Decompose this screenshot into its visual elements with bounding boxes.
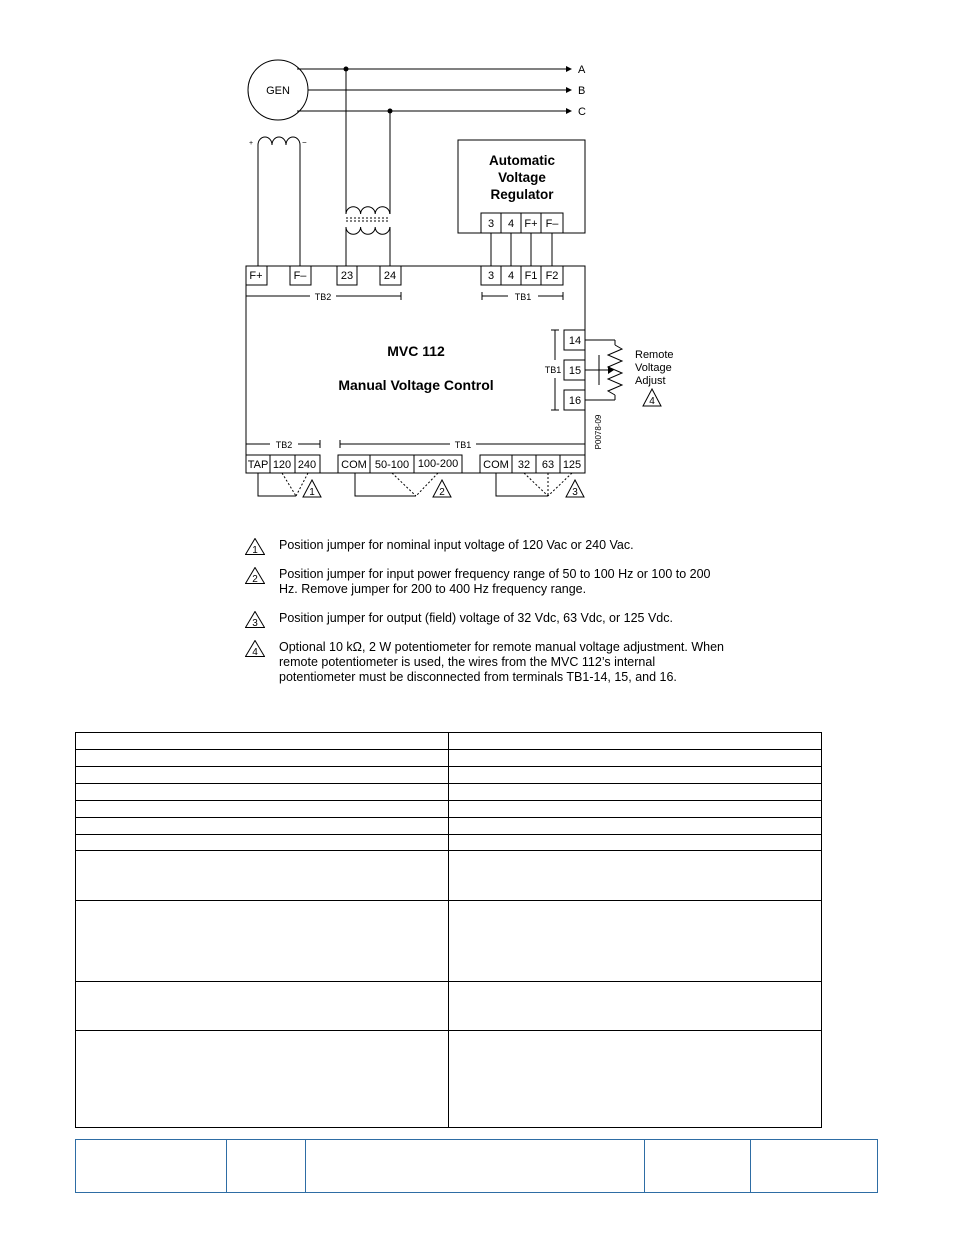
table-cell	[449, 835, 822, 851]
table-row	[76, 818, 822, 835]
part-number: P0078-09	[594, 414, 603, 450]
tb2-terminal-24: 24	[383, 270, 397, 282]
table-cell	[76, 1031, 449, 1128]
tb2-terminal-23: 23	[340, 270, 354, 282]
avr-terminal-fminus: F–	[545, 218, 559, 230]
note-2-text: Position jumper for input power frequency range of 50 to 100 Hz or 100 to 200 Hz. Remove jumper for 200 to 400 Hz frequency range.	[279, 567, 711, 596]
remote-note-number: 4	[649, 396, 655, 407]
tb1-top-label: TB1	[514, 292, 532, 302]
tb2-bottom-label: TB2	[275, 440, 293, 450]
table-cell	[449, 901, 822, 982]
table-cell	[76, 851, 449, 901]
table-row	[76, 767, 822, 784]
terminal-32: 32	[517, 459, 531, 471]
footer-cell	[751, 1140, 878, 1193]
terminal-63: 63	[541, 459, 555, 471]
footer-row	[76, 1140, 878, 1193]
table-cell	[449, 733, 822, 750]
avr-title-line-2: Voltage	[498, 170, 546, 185]
table-cell	[76, 750, 449, 767]
note-2	[245, 567, 725, 597]
jumper-note-3: 3	[572, 487, 578, 498]
terminal-100-200: 100-200	[417, 458, 459, 470]
table-cell	[76, 982, 449, 1031]
phase-c-label: C	[578, 106, 586, 118]
avr-title-line-1: Automatic	[488, 153, 556, 168]
footer-cell	[645, 1140, 751, 1193]
warning-triangle-icon	[245, 567, 265, 584]
footer-table	[75, 1139, 878, 1193]
tb1-terminal-f1: F1	[524, 270, 538, 282]
tb1-terminal-f2: F2	[545, 270, 559, 282]
side-terminal-15: 15	[568, 365, 582, 377]
svg-text:2: 2	[252, 574, 258, 584]
tb2-top-label: TB2	[314, 292, 332, 302]
avr-terminal-3: 3	[487, 218, 495, 230]
remote-label-line-3: Adjust	[635, 375, 666, 387]
tb1-terminal-3: 3	[487, 270, 495, 282]
phase-b-label: B	[578, 85, 586, 97]
footer-cell	[306, 1140, 645, 1193]
avr-title-line-3: Regulator	[490, 187, 554, 202]
diagram-notes	[245, 538, 725, 699]
jumper-note-1: 1	[309, 487, 315, 498]
generator-label: GEN	[266, 85, 290, 97]
terminal-com-freq: COM	[341, 459, 367, 471]
svg-text:3: 3	[252, 618, 258, 628]
table-cell	[449, 818, 822, 835]
table-row	[76, 733, 822, 750]
note-1	[245, 538, 725, 553]
jumper-note-2: 2	[439, 487, 445, 498]
mvc-box	[246, 266, 585, 473]
note-4-text: Optional 10 kΩ, 2 W potentiometer for remote manual voltage adjustment. When remote potentiometer is used, the wires from the MVC 112’s internal potentiometer must be disconnected from terminals TB1-14, 15, and 16.	[279, 640, 724, 684]
table-cell	[76, 835, 449, 851]
table-cell	[449, 767, 822, 784]
tb1-terminal-4: 4	[507, 270, 515, 282]
table-cell	[449, 982, 822, 1031]
remote-label-line-2: Voltage	[635, 362, 672, 374]
table-cell	[449, 1031, 822, 1128]
side-tb1-label: TB1	[544, 365, 562, 375]
footer-cell	[76, 1140, 227, 1193]
table-row	[76, 851, 822, 901]
table-cell	[76, 801, 449, 818]
table-cell	[449, 801, 822, 818]
spec-table	[75, 732, 822, 1128]
table-cell	[76, 784, 449, 801]
side-terminal-16: 16	[568, 395, 582, 407]
terminal-tap: TAP	[247, 459, 269, 471]
warning-triangle-icon	[245, 538, 265, 555]
table-row	[76, 801, 822, 818]
tb2-terminal-fplus: F+	[249, 270, 263, 282]
terminal-240: 240	[297, 459, 317, 471]
phase-a-label: A	[578, 64, 586, 76]
field-plus-label: +	[249, 140, 254, 147]
note-1-text: Position jumper for nominal input voltage of 120 Vac or 240 Vac.	[279, 538, 634, 552]
warning-triangle-icon	[245, 640, 265, 657]
table-row	[76, 835, 822, 851]
tb2-terminal-fminus: F–	[293, 270, 307, 282]
table-cell	[76, 818, 449, 835]
table-row	[76, 1031, 822, 1128]
terminal-com-field: COM	[483, 459, 509, 471]
terminal-50-100: 50-100	[374, 459, 410, 471]
field-minus-label: −	[302, 138, 307, 147]
terminal-125: 125	[562, 459, 582, 471]
table-row	[76, 750, 822, 767]
avr-terminal-fplus: F+	[524, 218, 538, 230]
table-row	[76, 784, 822, 801]
side-terminal-14: 14	[568, 335, 582, 347]
mvc-name: Manual Voltage Control	[338, 377, 494, 393]
avr-terminal-4: 4	[507, 218, 515, 230]
footer-cell	[227, 1140, 306, 1193]
remote-label-line-1: Remote	[635, 349, 674, 361]
terminal-120: 120	[272, 459, 292, 471]
tb1-bottom-label: TB1	[454, 440, 472, 450]
table-cell	[76, 901, 449, 982]
table-cell	[449, 851, 822, 901]
wiring-diagram	[0, 0, 954, 530]
table-row	[76, 982, 822, 1031]
table-cell	[76, 767, 449, 784]
table-cell	[449, 784, 822, 801]
mvc-model: MVC 112	[387, 343, 445, 359]
svg-text:4: 4	[252, 647, 258, 657]
note-3-text: Position jumper for output (field) voltage of 32 Vdc, 63 Vdc, or 125 Vdc.	[279, 611, 673, 625]
warning-triangle-icon	[245, 611, 265, 628]
note-3	[245, 611, 725, 626]
table-cell	[449, 750, 822, 767]
table-cell	[76, 733, 449, 750]
table-row	[76, 901, 822, 982]
note-4	[245, 640, 725, 685]
svg-text:1: 1	[252, 545, 258, 555]
